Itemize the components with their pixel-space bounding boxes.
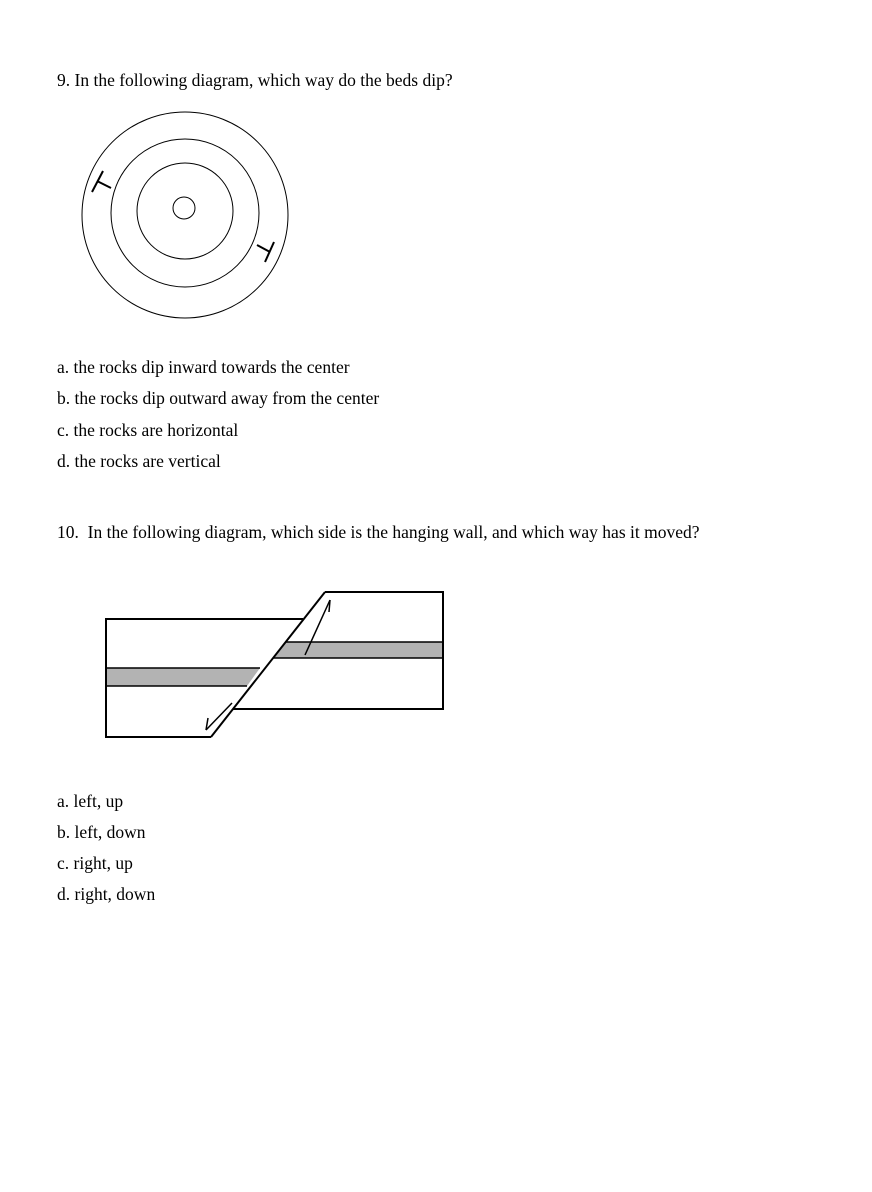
question-10-option-d[interactable]: d. right, down	[57, 884, 156, 904]
question-10-option-c[interactable]: c. right, up	[57, 853, 133, 873]
question-10-option-b[interactable]: b. left, down	[57, 822, 146, 842]
question-9-number: 9.	[57, 70, 71, 90]
question-9-option-d[interactable]: d. the rocks are vertical	[57, 451, 221, 471]
question-9-text: In the following diagram, which way do the beds dip?	[74, 70, 453, 90]
question-9-option-b[interactable]: b. the rocks dip outward away from the center	[57, 388, 380, 408]
question-10-number: 10.	[57, 522, 79, 542]
left-gray-bed	[106, 668, 260, 686]
question-9-option-a[interactable]: a. the rocks dip inward towards the center	[57, 357, 350, 377]
question-9-option-c[interactable]: c. the rocks are horizontal	[57, 420, 239, 440]
right-gray-bed	[273, 642, 443, 658]
question-10-option-a[interactable]: a. left, up	[57, 791, 124, 811]
question-10-text: In the following diagram, which side is the hanging wall, and which way has it moved?	[87, 522, 700, 542]
